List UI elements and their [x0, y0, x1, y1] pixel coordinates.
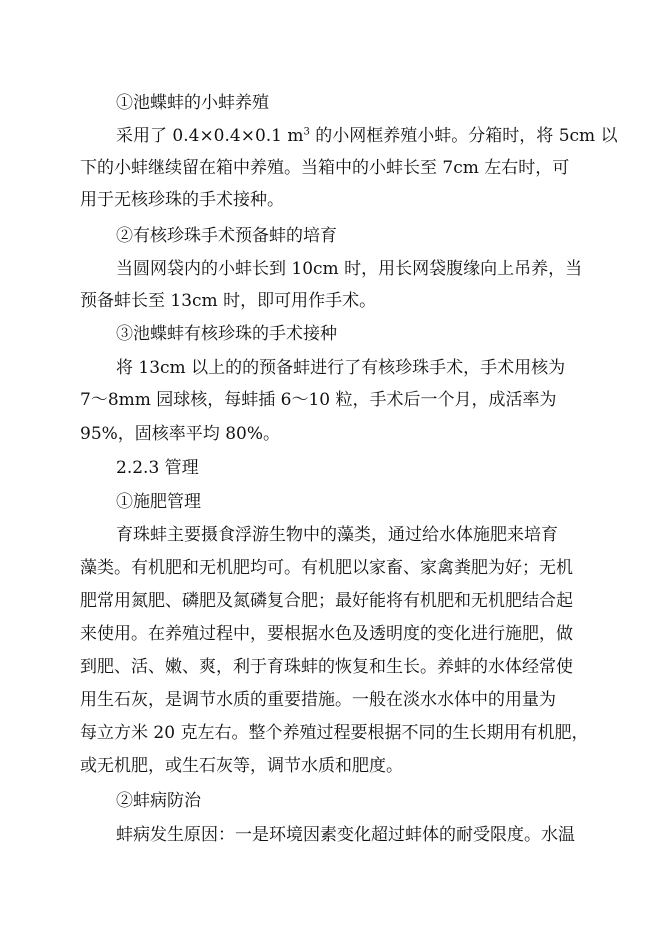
subsection-heading: 2.2.3 管理	[116, 458, 199, 478]
paragraph-line: 到肥、活、嫩、爽，利于育珠蚌的恢复和生长。养蚌的水体经常使	[80, 657, 573, 677]
section-title-small-mussel-culture: ①池蝶蚌的小蚌养殖	[116, 93, 269, 113]
section-title-disease-control: ②蚌病防治	[116, 791, 201, 811]
paragraph-line: 育珠蚌主要摄食浮游生物中的藻类，通过给水体施肥来培育	[116, 525, 558, 545]
paragraph-line: 或无机肥，或生石灰等，调节水质和肥度。	[80, 756, 403, 776]
paragraph-line: 7～8mm 园球核，每蚌插 6～10 粒，手术后一个月，成活率为	[80, 390, 557, 410]
paragraph-line: 预备蚌长至 13cm 时，即可用作手术。	[80, 291, 377, 311]
paragraph-line: 95%，固核率平均 80%。	[80, 424, 280, 444]
text-run: 的小网框养殖小蚌。分箱时，将 5cm 以	[309, 126, 618, 146]
paragraph-line: 用于无核珍珠的手术接种。	[80, 190, 284, 210]
paragraph-line: 藻类。有机肥和无机肥均可。有机肥以家畜、家禽粪肥为好；无机	[80, 558, 573, 578]
section-title-fertilization: ①施肥管理	[116, 492, 201, 512]
paragraph-line: 用生石灰，是调节水质的重要措施。一般在淡水水体中的用量为	[80, 690, 556, 710]
paragraph-line: 下的小蚌继续留在箱中养殖。当箱中的小蚌长至 7cm 左右时，可	[80, 158, 570, 178]
paragraph-line	[116, 125, 626, 147]
text-run: 采用了 0.4×0.4×0.1 m	[116, 126, 304, 146]
section-title-nucleated-pearl: ③池蝶蚌有核珍珠的手术接种	[116, 324, 337, 344]
paragraph-line: 肥常用氮肥、磷肥及氮磷复合肥；最好能将有机肥和无机肥结合起	[80, 591, 573, 611]
section-title-surgery-mussel: ②有核珍珠手术预备蚌的培育	[116, 226, 337, 246]
paragraph-line: 将 13cm 以上的的预备蚌进行了有核珍珠手术，手术用核为	[116, 358, 566, 378]
paragraph-line: 当圆网袋内的小蚌长到 10cm 时，用长网袋腹缘向上吊养，当	[116, 259, 583, 279]
paragraph-line: 蚌病发生原因：一是环境因素变化超过蚌体的耐受限度。水温	[116, 825, 575, 845]
paragraph-line: 来使用。在养殖过程中，要根据水色及透明度的变化进行施肥，做	[80, 624, 573, 644]
superscript: 3	[303, 126, 310, 138]
paragraph-line: 每立方米 20 克左右。整个养殖过程要根据不同的生长期用有机肥，	[80, 723, 589, 743]
